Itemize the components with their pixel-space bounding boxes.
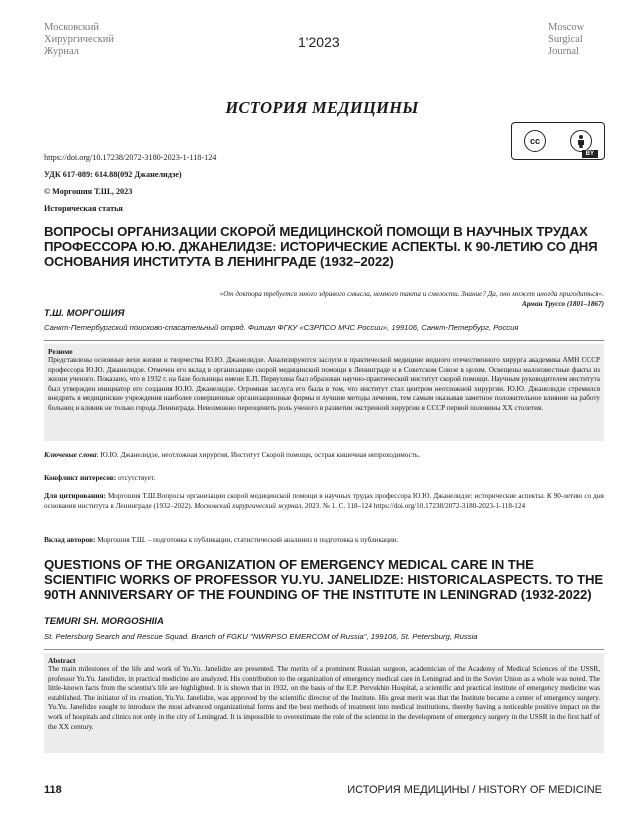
by-label: BY bbox=[582, 150, 598, 158]
udk-code: УДК 617-089: 614.88(092 Джанелидзе) bbox=[44, 170, 182, 179]
journal-logo-en bbox=[548, 22, 618, 58]
cc-by-license-badge[interactable] bbox=[511, 122, 605, 160]
copyright: © Моргошия Т.Ш., 2023 bbox=[44, 187, 133, 196]
article-title-ru: ВОПРОСЫ ОРГАНИЗАЦИИ СКОРОЙ МЕДИЦИНСКОЙ ПОМОЩИ В НАУЧНЫХ ТРУДАХ ПРОФЕССОРА Ю.Ю. ДЖАНЕЛИДЗЕ: ИСТОРИЧЕСКИЕ АСПЕКТЫ. К 90-ЛЕТИЮ СО ДНЯ ОСНОВАНИЯ ИНСТИТУТА В ЛЕНИНГРАДЕ (1932–2022) bbox=[44, 224, 598, 269]
abstract-ru-text: Представлены основные вехи жизни и творчества Ю.Ю. Джанелидзе. Анализируются заслуги в практической медицине видного отечественного хирурга академика АМН СССР профессора Ю.Ю. Джанелидзе. Отмечен его вклад в организацию скорой медицинской помощи в Ленинграде и в Советском Союзе в целом. Освещены малоизвестные факты из жизни ученого. Показано, что в 1932 г. на базе больницы имени Е.П. Первухина был образован научно-практический институт скорой помощи. Научным руководителем института был утвержден инициатор его создания Ю.Ю. Джанелидзе. Огромная заслуга его была в том, что институт стал центром неотложной хирургии. Ю.Ю. Джанелидзе стремился внедрять в медицинские учреждения наиболее совершенные организационные формы и лучшие методы лечения, тем самым оказывая заметное положительное влияние на работу больниц и клиник не только города Ленинграда. Невозможно переоценить роль ученого в развитии экстренной хирургии в СССР первой половины XX столетия. bbox=[48, 356, 600, 412]
citation bbox=[44, 491, 604, 511]
conflict-of-interest bbox=[44, 473, 604, 484]
abstract-en-box bbox=[44, 653, 604, 753]
citation-journal: Московский хирургический журнал, bbox=[194, 501, 304, 510]
doi-link[interactable]: https://doi.org/10.17238/2072-3180-2023-1-118-124 bbox=[44, 153, 217, 162]
author-contribution bbox=[44, 535, 604, 546]
citation-tail: 2023. № 1. С. 118–124 https://doi.org/10.17238/2072-3180-2023-1-118-124 bbox=[303, 501, 526, 510]
keywords-label: Ключевые слова bbox=[44, 450, 97, 459]
abstract-ru-label: Резюме bbox=[48, 347, 73, 356]
epigraph-author: Арман Труссо (1801–1867) bbox=[522, 300, 604, 308]
logo-line: Хирургический bbox=[44, 34, 114, 45]
abstract-ru-box bbox=[44, 344, 604, 441]
divider bbox=[44, 649, 604, 650]
issue-number: 1'2023 bbox=[298, 34, 340, 50]
article-title-en: QUESTIONS OF THE ORGANIZATION OF EMERGENCY MEDICAL CARE IN THE SCIENTIFIC WORKS OF PROFESSOR YU.YU. JANELIDZE: HISTORICALASPECTS. TO THE 90TH ANNIVERSARY OF THE FOUNDING OF THE INSTITUTE IN LENINGRAD (1932-2022) bbox=[44, 557, 604, 602]
article-type: Историческая статья bbox=[44, 204, 123, 213]
conflict-text: отсутствует. bbox=[116, 474, 156, 482]
citation-text: Моргошия Т.Ш.Вопросы организации скорой медицинской помощи в научных трудах профессора Ю.Ю. Джанелидзе: исторические аспекты. К 90-летию со дня основания института в Ленинграде (1932–2022). bbox=[44, 492, 604, 510]
author-ru: Т.Ш. МОРГОШИЯ bbox=[44, 308, 125, 319]
affiliation-en: St. Petersburg Search and Rescue Squad. Branch of FGKU "NWRPSO EMERCOM of Russia", 199106, St. Petersburg, Russia bbox=[44, 632, 478, 641]
conflict-label: Конфликт интересов: bbox=[44, 473, 117, 482]
affiliation-ru: Санкт-Петербургский поисково-спасательный отряд. Филиал ФГКУ «СЗРПСО МЧС России», 199106, Санкт-Петербург, Россия bbox=[44, 323, 519, 332]
keywords-text: : Ю.Ю. Джанелидзе, неотложная хирургия, Институт Скорой помощи, острая кишечная непроходимость. bbox=[96, 451, 420, 459]
keywords-ru bbox=[44, 450, 604, 461]
journal-logo-ru bbox=[44, 22, 154, 58]
attribution-person-icon bbox=[570, 130, 592, 152]
page-number: 118 bbox=[44, 784, 62, 796]
author-en: TEMURI SH. MORGOSHIIA bbox=[44, 616, 164, 627]
running-footer: ИСТОРИЯ МЕДИЦИНЫ / HISTORY OF MEDICINE bbox=[347, 784, 602, 796]
logo-line: Журнал bbox=[44, 46, 80, 57]
epigraph bbox=[44, 289, 604, 309]
logo-line: Surgical bbox=[548, 34, 583, 45]
contribution-text: Моргошия Т.Ш. – подготовка к публикации, статистический аналиииз и подготовка к публикации. bbox=[95, 536, 399, 544]
abstract-en-label: Abstract bbox=[48, 656, 76, 665]
abstract-en-text: The main milestones of the life and work of Yu.Yu. Janelidze are presented. The merits of a prominent Russian surgeon, academician of the Academy of Medical Sciences of the USSR, professor Yu.Yu. Janelidze, in practical medicine are analyzed. His contribution to the organization of emergency medical care in Leningrad and in the Soviet Union as a whole was noted. The little-known facts from the scientist's life are highlighted. It is shown that in 1932, on the basis of the E.P. Pervukhin Hospital, a scientific and practical institute of emergency medicine was established. The initiator of its creation, Yu.Yu. Janelidze, was approved by the scientific director of the Institute. His great merit was that the Institute became a center of emergency surgery. Yu.Yu. Janelidze sought to introduce the most advanced organizational forms and the best methods of treatment into medical institutions, thereby having a noticeable positive impact on the work of hospitals and clinics not only in the city of Leningrad. It is impossible to overestimate the role of the scientist in the development of emergency surgery in the USSR in the first half of the XX century. bbox=[48, 665, 600, 731]
logo-line: Moscow bbox=[548, 22, 585, 33]
contribution-label: Вклад авторов: bbox=[44, 535, 96, 544]
logo-line: Journal bbox=[548, 46, 579, 57]
creative-commons-icon: cc bbox=[524, 130, 546, 152]
logo-line: Московский bbox=[44, 22, 99, 33]
divider bbox=[44, 340, 604, 341]
citation-label: Для цитирования: bbox=[44, 491, 106, 500]
section-title: ИСТОРИЯ МЕДИЦИНЫ bbox=[225, 98, 419, 117]
epigraph-quote: «От доктора требуется много здравого смысла, немного такта и смелости. Знание? Да, оно может иногда пригодиться». bbox=[219, 290, 604, 298]
